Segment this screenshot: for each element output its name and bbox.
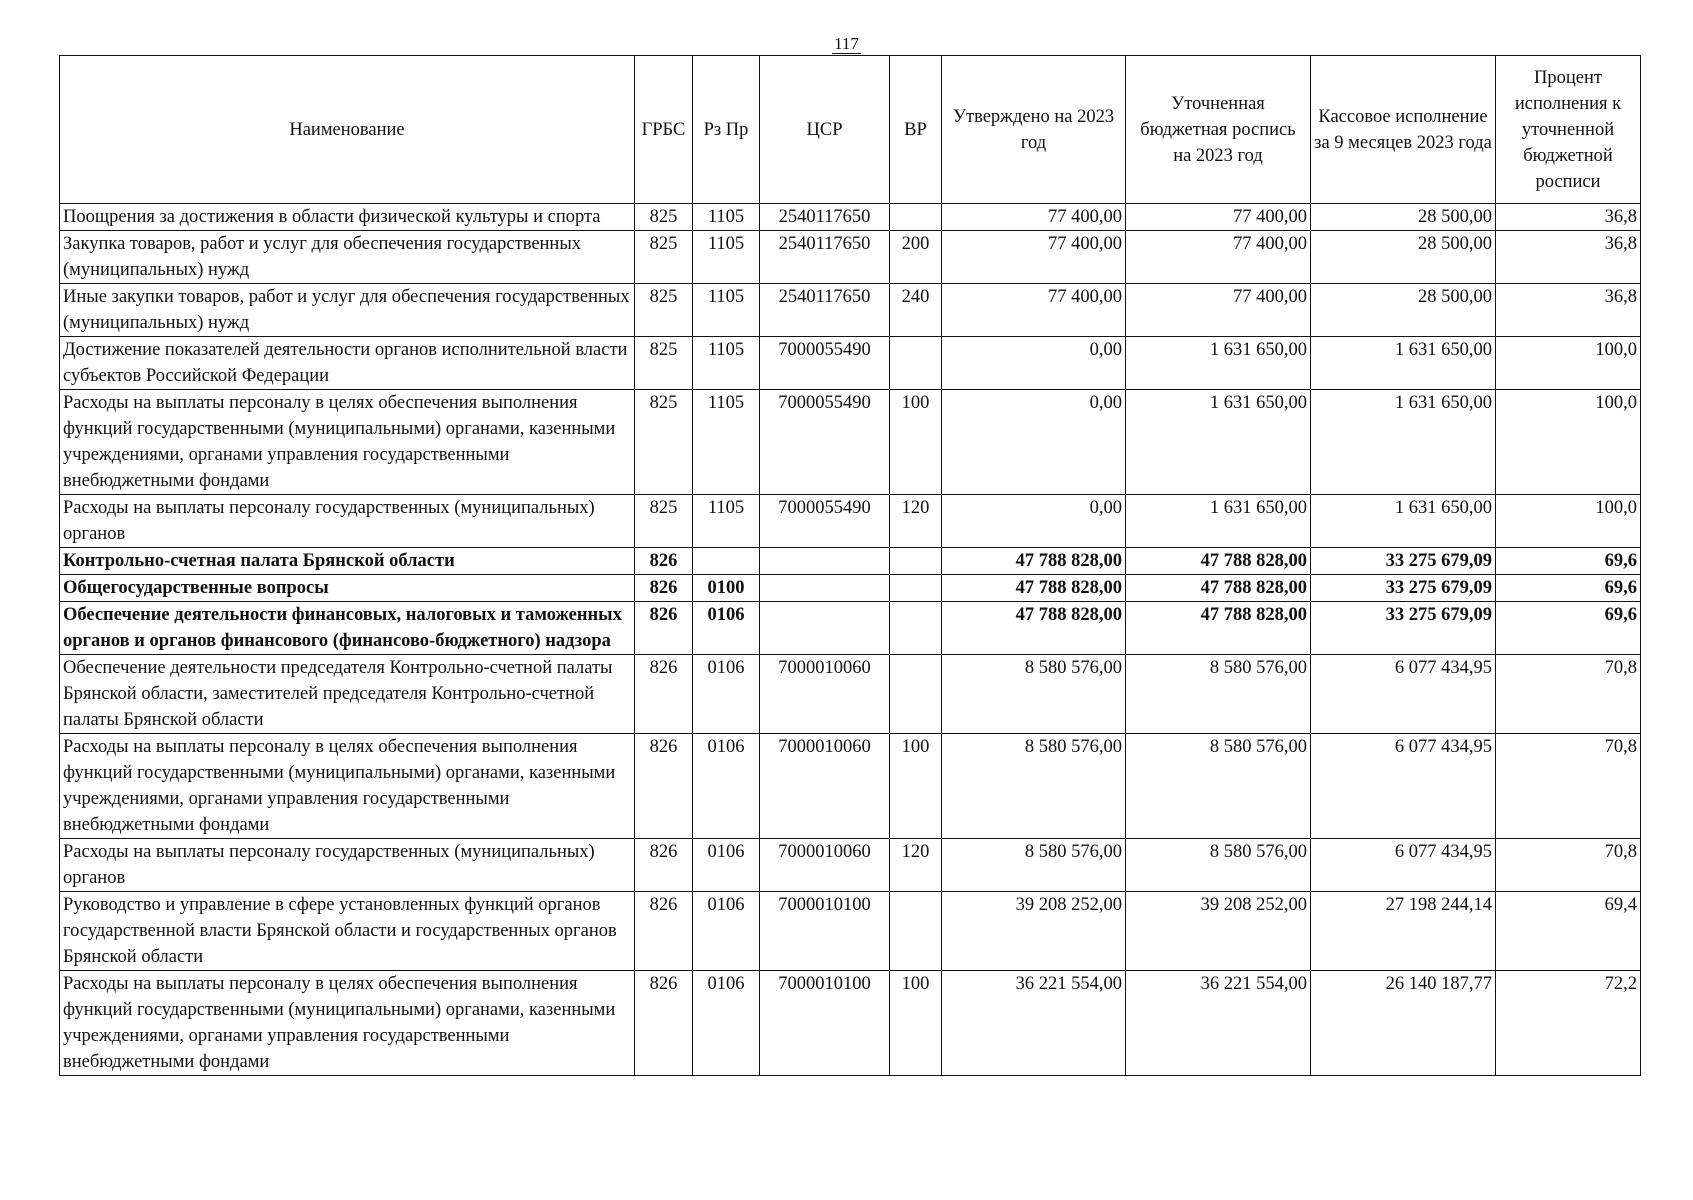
cell-vr: [890, 548, 942, 575]
cell-vr: 240: [890, 284, 942, 337]
cell-cash: 28 500,00: [1311, 284, 1496, 337]
cell-name: Расходы на выплаты персоналу в целях обеспечения выполнения функций государственными (муниципальными) органами, казенными учреждениями, органами управления государственными внебюджетными фондами: [60, 971, 635, 1076]
cell-rzpr: 0106: [693, 602, 760, 655]
table-row: [60, 655, 1641, 734]
cell-approved: 8 580 576,00: [942, 655, 1126, 734]
cell-percent: 70,8: [1496, 839, 1641, 892]
table-row: [60, 971, 1641, 1076]
header-refined: Уточненная бюджетная роспись на 2023 год: [1126, 56, 1311, 204]
cell-rzpr: 1105: [693, 495, 760, 548]
cell-vr: [890, 575, 942, 602]
cell-rzpr: 0106: [693, 839, 760, 892]
cell-name: Расходы на выплаты персоналу в целях обеспечения выполнения функций государственными (муниципальными) органами, казенными учреждениями, органами управления государственными внебюджетными фондами: [60, 390, 635, 495]
cell-approved: 47 788 828,00: [942, 548, 1126, 575]
cell-approved: 47 788 828,00: [942, 602, 1126, 655]
cell-approved: 47 788 828,00: [942, 575, 1126, 602]
cell-rzpr: [693, 548, 760, 575]
cell-refined: 8 580 576,00: [1126, 734, 1311, 839]
cell-rzpr: 1105: [693, 204, 760, 231]
cell-grbs: 826: [635, 734, 693, 839]
header-rzpr: Рз Пр: [693, 56, 760, 204]
cell-approved: 8 580 576,00: [942, 734, 1126, 839]
table-row: [60, 548, 1641, 575]
cell-grbs: 826: [635, 839, 693, 892]
cell-name: Обеспечение деятельности финансовых, налоговых и таможенных органов и органов финансового (финансово-бюджетного) надзора: [60, 602, 635, 655]
cell-refined: 1 631 650,00: [1126, 390, 1311, 495]
cell-refined: 39 208 252,00: [1126, 892, 1311, 971]
header-csr: ЦСР: [760, 56, 890, 204]
cell-refined: 77 400,00: [1126, 231, 1311, 284]
cell-name: Поощрения за достижения в области физической культуры и спорта: [60, 204, 635, 231]
cell-rzpr: 1105: [693, 231, 760, 284]
cell-name: Расходы на выплаты персоналу государственных (муниципальных) органов: [60, 839, 635, 892]
cell-vr: 100: [890, 390, 942, 495]
cell-percent: 70,8: [1496, 655, 1641, 734]
cell-grbs: 825: [635, 231, 693, 284]
cell-vr: [890, 655, 942, 734]
cell-percent: 36,8: [1496, 231, 1641, 284]
cell-vr: 100: [890, 971, 942, 1076]
cell-csr: [760, 602, 890, 655]
table-row: [60, 284, 1641, 337]
cell-grbs: 826: [635, 548, 693, 575]
cell-grbs: 826: [635, 655, 693, 734]
cell-approved: 77 400,00: [942, 284, 1126, 337]
cell-rzpr: 1105: [693, 337, 760, 390]
cell-approved: 0,00: [942, 495, 1126, 548]
cell-vr: 200: [890, 231, 942, 284]
cell-cash: 33 275 679,09: [1311, 548, 1496, 575]
cell-vr: [890, 204, 942, 231]
cell-name: Расходы на выплаты персоналу в целях обеспечения выполнения функций государственными (муниципальными) органами, казенными учреждениями, органами управления государственными внебюджетными фондами: [60, 734, 635, 839]
cell-csr: 2540117650: [760, 231, 890, 284]
table-row: [60, 575, 1641, 602]
cell-approved: 8 580 576,00: [942, 839, 1126, 892]
cell-grbs: 826: [635, 575, 693, 602]
cell-name: Иные закупки товаров, работ и услуг для обеспечения государственных (муниципальных) нужд: [60, 284, 635, 337]
budget-table: [59, 55, 1641, 1076]
header-row: [60, 56, 1641, 204]
cell-percent: 100,0: [1496, 390, 1641, 495]
cell-refined: 8 580 576,00: [1126, 655, 1311, 734]
table-row: [60, 337, 1641, 390]
cell-cash: 27 198 244,14: [1311, 892, 1496, 971]
cell-name: Контрольно-счетная палата Брянской области: [60, 548, 635, 575]
cell-cash: 6 077 434,95: [1311, 734, 1496, 839]
cell-refined: 1 631 650,00: [1126, 337, 1311, 390]
cell-percent: 69,4: [1496, 892, 1641, 971]
cell-csr: 2540117650: [760, 284, 890, 337]
cell-name: Достижение показателей деятельности органов исполнительной власти субъектов Российской Федерации: [60, 337, 635, 390]
page-number: 117: [834, 34, 859, 53]
cell-cash: 1 631 650,00: [1311, 337, 1496, 390]
cell-approved: 36 221 554,00: [942, 971, 1126, 1076]
cell-approved: 0,00: [942, 337, 1126, 390]
cell-csr: [760, 575, 890, 602]
cell-refined: 1 631 650,00: [1126, 495, 1311, 548]
cell-csr: 7000010100: [760, 971, 890, 1076]
header-vr: ВР: [890, 56, 942, 204]
cell-approved: 0,00: [942, 390, 1126, 495]
cell-approved: 77 400,00: [942, 204, 1126, 231]
cell-refined: 36 221 554,00: [1126, 971, 1311, 1076]
cell-approved: 77 400,00: [942, 231, 1126, 284]
cell-cash: 33 275 679,09: [1311, 602, 1496, 655]
header-cash: Кассовое исполнение за 9 месяцев 2023 года: [1311, 56, 1496, 204]
cell-csr: 7000055490: [760, 495, 890, 548]
cell-refined: 77 400,00: [1126, 284, 1311, 337]
cell-rzpr: 1105: [693, 284, 760, 337]
cell-rzpr: 0100: [693, 575, 760, 602]
cell-percent: 69,6: [1496, 575, 1641, 602]
cell-approved: 39 208 252,00: [942, 892, 1126, 971]
table-row: [60, 734, 1641, 839]
cell-csr: 7000010060: [760, 734, 890, 839]
cell-refined: 47 788 828,00: [1126, 548, 1311, 575]
header-grbs: ГРБС: [635, 56, 693, 204]
cell-percent: 100,0: [1496, 337, 1641, 390]
cell-refined: 47 788 828,00: [1126, 575, 1311, 602]
cell-cash: 6 077 434,95: [1311, 839, 1496, 892]
cell-name: Общегосударственные вопросы: [60, 575, 635, 602]
cell-csr: 7000010100: [760, 892, 890, 971]
cell-percent: 72,2: [1496, 971, 1641, 1076]
cell-refined: 8 580 576,00: [1126, 839, 1311, 892]
cell-vr: [890, 337, 942, 390]
cell-cash: 1 631 650,00: [1311, 495, 1496, 548]
cell-percent: 69,6: [1496, 602, 1641, 655]
cell-cash: 1 631 650,00: [1311, 390, 1496, 495]
cell-percent: 36,8: [1496, 204, 1641, 231]
cell-grbs: 825: [635, 337, 693, 390]
cell-vr: 120: [890, 495, 942, 548]
cell-percent: 100,0: [1496, 495, 1641, 548]
cell-rzpr: 0106: [693, 655, 760, 734]
cell-csr: 7000010060: [760, 839, 890, 892]
cell-cash: 33 275 679,09: [1311, 575, 1496, 602]
table-row: [60, 495, 1641, 548]
table-row: [60, 839, 1641, 892]
cell-csr: 7000055490: [760, 337, 890, 390]
table-row: [60, 602, 1641, 655]
cell-refined: 47 788 828,00: [1126, 602, 1311, 655]
cell-rzpr: 0106: [693, 734, 760, 839]
table-row: [60, 204, 1641, 231]
cell-csr: 2540117650: [760, 204, 890, 231]
cell-grbs: 826: [635, 602, 693, 655]
cell-refined: 77 400,00: [1126, 204, 1311, 231]
table-row: [60, 231, 1641, 284]
cell-grbs: 825: [635, 390, 693, 495]
header-approved: Утверждено на 2023 год: [942, 56, 1126, 204]
cell-grbs: 825: [635, 204, 693, 231]
cell-name: Закупка товаров, работ и услуг для обеспечения государственных (муниципальных) нужд: [60, 231, 635, 284]
cell-csr: 7000010060: [760, 655, 890, 734]
cell-csr: 7000055490: [760, 390, 890, 495]
cell-vr: 100: [890, 734, 942, 839]
cell-rzpr: 0106: [693, 892, 760, 971]
cell-name: Обеспечение деятельности председателя Контрольно-счетной палаты Брянской области, заместителей председателя Контрольно-счетной палаты Брянской области: [60, 655, 635, 734]
table-body: [60, 204, 1641, 1076]
cell-cash: 6 077 434,95: [1311, 655, 1496, 734]
table-row: [60, 390, 1641, 495]
cell-percent: 70,8: [1496, 734, 1641, 839]
table-row: [60, 892, 1641, 971]
header-name: Наименование: [60, 56, 635, 204]
cell-percent: 36,8: [1496, 284, 1641, 337]
cell-rzpr: 1105: [693, 390, 760, 495]
cell-grbs: 825: [635, 495, 693, 548]
cell-csr: [760, 548, 890, 575]
cell-name: Руководство и управление в сфере установленных функций органов государственной власти Брянской области и государственных органов Брянской области: [60, 892, 635, 971]
cell-percent: 69,6: [1496, 548, 1641, 575]
header-percent: Процент исполнения к уточненной бюджетной росписи: [1496, 56, 1641, 204]
cell-vr: 120: [890, 839, 942, 892]
cell-grbs: 826: [635, 892, 693, 971]
cell-vr: [890, 602, 942, 655]
cell-cash: 28 500,00: [1311, 204, 1496, 231]
cell-rzpr: 0106: [693, 971, 760, 1076]
cell-vr: [890, 892, 942, 971]
cell-cash: 26 140 187,77: [1311, 971, 1496, 1076]
cell-cash: 28 500,00: [1311, 231, 1496, 284]
cell-name: Расходы на выплаты персоналу государственных (муниципальных) органов: [60, 495, 635, 548]
cell-grbs: 826: [635, 971, 693, 1076]
cell-grbs: 825: [635, 284, 693, 337]
